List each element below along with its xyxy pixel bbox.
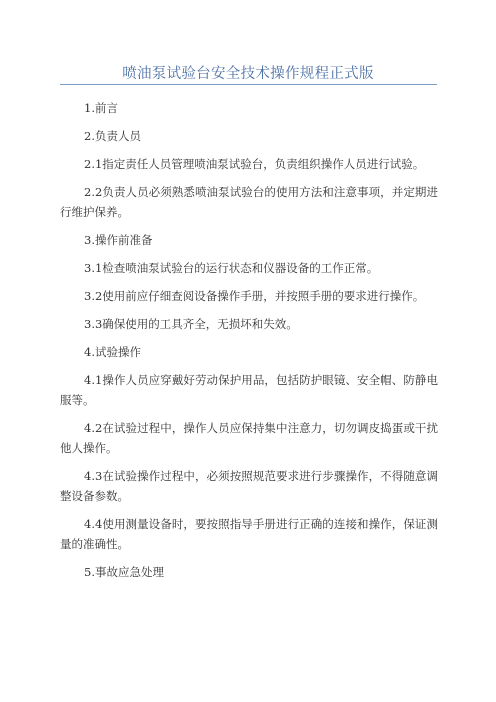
paragraph: 4.2在试验过程中，操作人员应保持集中注意力，切勿调皮捣蛋或干扰他人操作。	[60, 421, 438, 455]
paragraph: 3.2使用前应仔细查阅设备操作手册，并按照手册的要求进行操作。	[84, 289, 425, 303]
paragraph: 2.2负责人员必须熟悉喷油泵试验台的使用方法和注意事项，并定期进行维护保养。	[60, 185, 438, 219]
paragraph: 4.1操作人员应穿戴好劳动保护用品，包括防护眼镜、安全帽、防静电服等。	[60, 373, 438, 407]
paragraph: 1.前言	[84, 101, 118, 115]
paragraph: 4.3在试验操作过程中，必须按照规范要求进行步骤操作，不得随意调整设备参数。	[60, 469, 438, 503]
paragraph: 2.1指定责任人员管理喷油泵试验台，负责组织操作人员进行试验。	[84, 157, 425, 171]
paragraph: 4.试验操作	[84, 345, 141, 359]
paragraph: 3.操作前准备	[84, 233, 153, 247]
paragraph: 3.1检查喷油泵试验台的运行状态和仪器设备的工作正常。	[84, 261, 379, 275]
paragraph: 5.事故应急处理	[84, 565, 164, 579]
document-body	[60, 98, 438, 590]
title-divider	[60, 84, 437, 85]
paragraph: 4.4使用测量设备时，要按照指导手册进行正确的连接和操作，保证测量的准确性。	[60, 517, 438, 551]
paragraph: 3.3确保使用的工具齐全，无损坏和失效。	[84, 317, 298, 331]
paragraph: 2.负责人员	[84, 129, 141, 143]
document-title: 喷油泵试验台安全技术操作规程正式版	[122, 66, 374, 82]
